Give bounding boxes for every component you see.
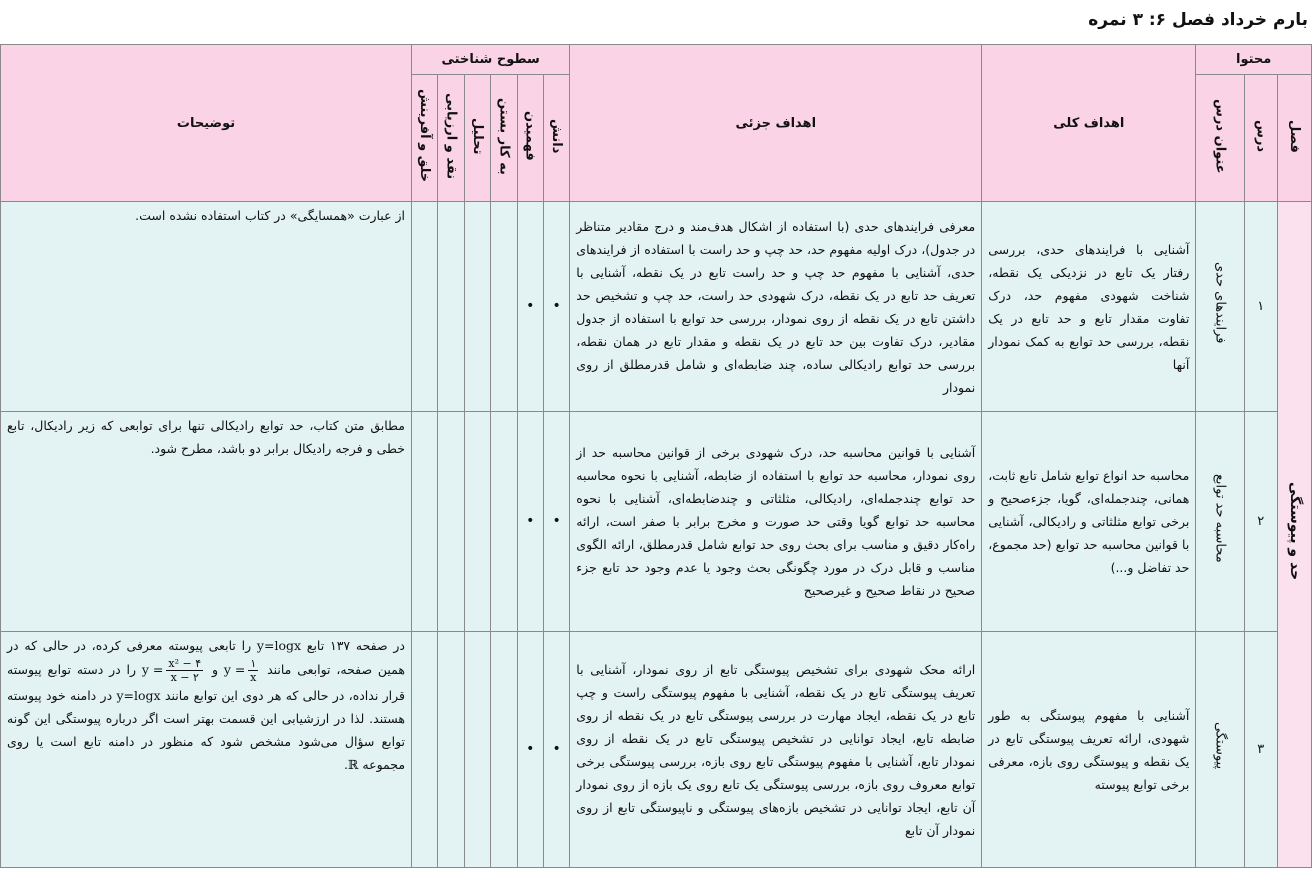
level-analysis-header: تحلیل (464, 75, 490, 202)
level-analysis-cell (464, 202, 490, 412)
level-analysis-cell (464, 632, 490, 868)
level-creation-header: خلق و آفرینش (412, 75, 438, 202)
chapter-cell: حد و پیوستگی (1277, 202, 1311, 868)
lesson-number: ۲ (1245, 412, 1277, 632)
notes-cell: از عبارت «همسایگی» در کتاب استفاده نشده است. (1, 202, 412, 412)
specific-goals-cell: ارائه محک شهودی برای تشخیص پیوستگی تابع از روی نمودار، آشنایی با تعریف پیوستگی تابع در یک نقطه، آشنایی با مفهوم پیوستگی راست و چپ تابع در یک نقطه، ایجاد مهارت در بررسی پیوستگی تابع در یک نقطه از روی ضابطه تابع، ایجاد توانایی در تشخیص پیوستگی تابع در یک نقطه از روی نمودار تابع، آشنایی با مفهوم پیوستگی تابع روی بازه، بررسی پیوستگی برخی توابع معروف روی بازه، بررسی پیوستگی یک تابع روی یک بازه از روی نمودار آن تابع، ایجاد توانایی در تشخیص بازه‌های پیوستگی و ناپیوستگی تابع از روی نمودار آن تابع (570, 632, 982, 868)
table-row (1, 202, 1312, 412)
level-understanding-dot: • (517, 412, 543, 632)
notes-cell (1, 632, 412, 868)
formula-reciprocal: y = $\frac{۱}{x}$ (223, 657, 257, 684)
level-evaluation-header: نقد و ارزیابی (438, 75, 464, 202)
page-title: بارم خرداد فصل ۶: ۳ نمره (1088, 10, 1308, 30)
level-understanding-dot: • (517, 632, 543, 868)
level-knowledge-header: دانش (543, 75, 569, 202)
specific-goals-cell: معرفی فرایندهای حدی (با استفاده از اشکال هدف‌مند و درج مقادیر متناظر در جدول)، درک اولیه مفهوم حد، حد چپ و حد راست با استفاده از فرایندهای حدی، آشنایی با مفهوم حد چپ و حد راست تابع در یک نقطه، آشنایی با تعریف حد تابع در یک نقطه، درک شهودی حد راست، حد چپ و تشخیص حد داشتن تابع در یک نقطه از روی نمودار، بررسی حد توابع با استفاده از جدول مقادیر، درک تفاوت بین حد تابع در یک نقطه و مقدار تابع در همان نقطه، بررسی حد توابع رادیکالی ساده، چند ضابطه‌ای و شامل قدرمطلق از روی نمودار (570, 202, 982, 412)
specific-goals-cell: آشنایی با قوانین محاسبه حد، درک شهودی برخی از قوانین محاسبه حد از روی نمودار، محاسبه حد توابع با استفاده از ضابطه، آشنایی با نحوه محاسبه حد توابع چندجمله‌ای، رادیکالی، مثلثاتی و چندضابطه‌ای، آشنایی با نحوه محاسبه حد توابع گویا وقتی حد صورت و مخرج برابر با صفر است، ارائه راه‌کار دقیق و مناسب برای بحث روی حد توابع شامل قدرمطلق، ارائه الگوی مناسب و قابل درک در مورد چگونگی بحث وجود یا عدم وجود حد تابع جزء صحیح در نقاط صحیح و غیرصحیح (570, 412, 982, 632)
table-row (1, 632, 1312, 868)
blueprint-table (0, 44, 1312, 868)
notes-cell: مطابق متن کتاب، حد توابع رادیکالی تنها برای توابعی که زیر رادیکال، تابع خطی و فرجه رادیکال برابر دو باشد، مطرح شود. (1, 412, 412, 632)
level-applying-cell (491, 632, 517, 868)
level-evaluation-cell (438, 632, 464, 868)
real-numbers-symbol: ℝ (348, 757, 359, 772)
level-creation-cell (412, 412, 438, 632)
level-understanding-dot: • (517, 202, 543, 412)
lesson-title: محاسبه حد توابع (1196, 412, 1245, 632)
level-knowledge-dot: • (543, 202, 569, 412)
level-evaluation-cell (438, 412, 464, 632)
specific-goals-header: اهداف جزئی (570, 45, 982, 202)
general-goals-cell: آشنایی با فرایندهای حدی، بررسی رفتار یک تابع در نزدیکی یک نقطه، شناخت شهودی مفهوم حد، درک تفاوت مقدار تابع و حد تابع در یک نقطه، بررسی حد توابع به کمک نمودار آنها (982, 202, 1196, 412)
level-knowledge-dot: • (543, 412, 569, 632)
notes-header: توضیحات (1, 45, 412, 202)
lesson-header: درس (1245, 75, 1277, 202)
formula-rational: y = $\frac{\text{x² − ۴}}{x - ۲}$ (141, 657, 202, 684)
level-applying-cell (491, 412, 517, 632)
general-goals-cell: محاسبه حد انواع توابع شامل تابع ثابت، همانی، چندجمله‌ای، گویا، جزءصحیح و برخی توابع مثلثاتی و رادیکالی، آشنایی با قوانین محاسبه حد توابع (حد مجموع، حد تفاضل و...) (982, 412, 1196, 632)
chapter-header: فصل (1277, 75, 1311, 202)
level-evaluation-cell (438, 202, 464, 412)
level-creation-cell (412, 632, 438, 868)
cognitive-levels-header: سطوح شناختی (412, 45, 570, 75)
level-understanding-header: فهمیدن (517, 75, 543, 202)
lesson-number: ۳ (1245, 632, 1277, 868)
level-applying-cell (491, 202, 517, 412)
lesson-title-header: عنوان درس (1196, 75, 1245, 202)
general-goals-header: اهداف کلی (982, 45, 1196, 202)
level-analysis-cell (464, 412, 490, 632)
notes-text: در صفحه ۱۳۷ تابع y=logx را تابعی پیوسته معرفی کرده، در حالی که در همین صفحه، توابعی مانند y = $\frac{۱}{x}$ و y = $\frac{\text{x² − ۴}}{x - ۲}$ را در دسته توابع پیوسته قرار نداده، در حالی که هر دوی این توابع مانند y=logx در دامنه خود پیوسته هستند. لذا در ارزشیابی این قسمت بهتر است اگر درباره پیوستگی این گونه توابع سؤال می‌شود مشخص شود که منظور در دامنه تابع است یا روی مجموعه ℝ. (1, 632, 411, 778)
lesson-title: پیوستگی (1196, 632, 1245, 868)
level-applying-header: به کار بستن (491, 75, 517, 202)
formula-logx: y=logx (256, 638, 302, 653)
content-header: محتوا (1196, 45, 1312, 75)
lesson-title: فرایندهای حدی (1196, 202, 1245, 412)
formula-logx-2: y=logx (116, 688, 161, 703)
general-goals-cell: آشنایی با مفهوم پیوستگی به طور شهودی، ارائه تعریف پیوستگی تابع در یک نقطه و پیوستگی روی بازه، معرفی برخی توابع پیوسته (982, 632, 1196, 868)
lesson-number: ۱ (1245, 202, 1277, 412)
level-knowledge-dot: • (543, 632, 569, 868)
level-creation-cell (412, 202, 438, 412)
table-row (1, 412, 1312, 632)
